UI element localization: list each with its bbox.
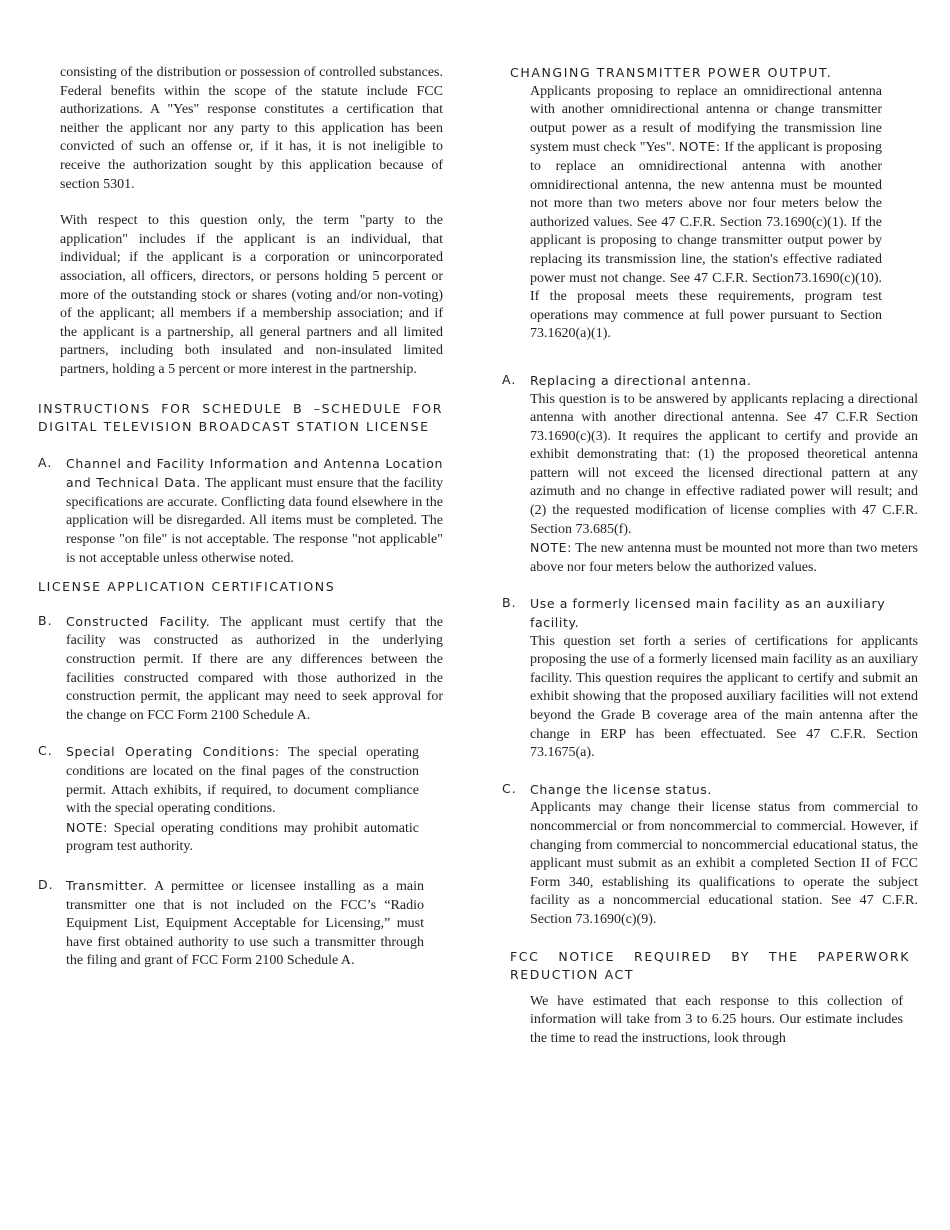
item-letter: B. bbox=[502, 595, 517, 611]
transmitter-power-paragraph bbox=[530, 83, 882, 344]
item-a-replacing-directional-antenna bbox=[502, 372, 918, 578]
item-label: Change the license status. bbox=[530, 781, 712, 797]
item-a-channel-facility bbox=[38, 455, 443, 569]
item-label: Use a formerly licensed main facility as an auxiliary facility. bbox=[530, 596, 886, 631]
power-text-2: If the applicant is proposing to replace an omnidirectional antenna with another omnidirectional antenna, the new antenna must be mounted not more than two meters above nor four meters below the authorized values. See 47 C.F.R. Section 73.1690(c)(1). If the applicant is proposing to change transmitter output power by replacing its transmission line, the station's effective radiated power must not change. See 47 C.F.R. Section73.1690(c)(10). If the proposal meets these requirements, program test operations may commence at full power pursuant to Section 73.1620(a)(1). bbox=[530, 140, 883, 342]
right-column bbox=[502, 64, 918, 1049]
paperwork-paragraph: We have estimated that each response to this collection of information will take from 3 to 6.25 hours. Our estimate includes the time to read the instructions, look through bbox=[530, 993, 903, 1046]
item-letter: D. bbox=[38, 876, 54, 892]
schedule-b-instructions-heading: INSTRUCTIONS FOR SCHEDULE B –SCHEDULE FOR DIGITAL TELEVISION BROADCAST STATION LICENSE bbox=[38, 400, 443, 435]
item-text: This question is to be answered by applicants replacing a directional antenna with another directional antenna. See 47 C.F.R Section 73.1690(c)(3). It requires the applicant to certify and provide an exhibit demonstrating that: (1) the proposed theoretical antenna pattern will not exceed the licensed directional pattern at any azimuth and no change in effective radiated power will result; and (2) the requested modification of license complies with 47 C.F.R. Section 73.685(f). bbox=[530, 391, 918, 537]
certifications-heading: LICENSE APPLICATION CERTIFICATIONS bbox=[38, 579, 336, 595]
item-text: The applicant must ensure that the facility specifications are accurate. Conflicting data found elsewhere in the application will be disregarded. All items must be completed. The response "on file" is not acceptable. The response "not applicable" is not acceptable unless otherwise noted. bbox=[66, 476, 443, 566]
item-c-license-status bbox=[502, 781, 918, 930]
item-b-auxiliary-facility bbox=[502, 595, 918, 762]
item-c-special-operating-conditions bbox=[38, 743, 419, 857]
item-text: Applicants may change their license status from commercial to noncommercial or from noncommercial to commercial. However, if changing from commercial to noncommercial educational status, the applicant must submit as an exhibit a completed Section II of FCC Form 340, establishing its qualifications to operate the subject facility as a noncommercial educational station. See 47 C.F.R. Section 73.1690(c)(9). bbox=[530, 800, 918, 927]
party-definition-paragraph: With respect to this question only, the term "party to the application" includes if the applicant is an individual, that individual; if the applicant is a corporation or unincorporated association, all officers, directors, or persons holding 5 percent or more of the outstanding stock or shares (voting and/or non-voting) of the applicant; all members if a membership association; and if the applicant is a partnership, all general partners and all limited partners, including both insulated and non-insulated limited partners, holding a 5 percent or more interest in the partnership. bbox=[60, 213, 443, 377]
note-text: Special operating conditions may prohibit automatic program test authority. bbox=[66, 820, 420, 855]
item-text: The special operating conditions are located on the final pages of the construction permit. Attach exhibits, if required, to document compliance with the special operating conditions. bbox=[66, 745, 419, 817]
item-label: Channel and Facility Information and Antenna Location and Technical Data. bbox=[66, 455, 443, 491]
item-letter: C. bbox=[502, 780, 517, 796]
note-label: NOTE: bbox=[530, 540, 572, 556]
item-label: Special Operating Conditions: bbox=[66, 744, 280, 760]
item-label: Replacing a directional antenna. bbox=[530, 372, 752, 388]
item-b-constructed-facility bbox=[38, 613, 443, 726]
item-letter: A. bbox=[502, 371, 517, 387]
item-text: A permittee or licensee installing as a main transmitter one that is not included on the FCC’s “Radio Equipment List, Equipment Acceptable for Licensing,” must have first obtained authority to use such a transmitter through the filing and grant of FCC Form 2100 Schedule A. bbox=[66, 878, 424, 969]
item-letter: B. bbox=[38, 612, 53, 628]
item-d-transmitter bbox=[38, 877, 424, 971]
intro-paragraph: consisting of the distribution or possession of controlled substances. Federal benefits within the scope of the statute include FCC authorizations. A "Yes" response constitutes a certification that neither the applicant nor any party to this application has been convicted of such an offense or, if it has, it is not ineligible to receive the authorization sought by this application because of section 5301. bbox=[60, 65, 443, 192]
left-column bbox=[38, 64, 443, 971]
item-label: Constructed Facility. bbox=[66, 613, 211, 629]
paperwork-act-heading: FCC NOTICE REQUIRED BY THE PAPERWORK REDUCTION ACT bbox=[510, 948, 910, 983]
note-label: NOTE: bbox=[66, 819, 108, 835]
item-label: Transmitter. bbox=[66, 877, 148, 893]
item-letter: C. bbox=[38, 743, 53, 759]
item-letter: A. bbox=[38, 454, 53, 470]
item-text: This question set forth a series of certifications for applicants proposing the use of a formerly licensed main facility as an auxiliary facility. This question requires the applicant to certify and submit an exhibit showing that the proposed auxiliary facilities will not extend beyond the Grade B coverage area of the main antenna after the change in ERP has been effectuated. See 47 C.F.R. Section 73.1675(a). bbox=[530, 633, 918, 761]
transmitter-power-heading: CHANGING TRANSMITTER POWER OUTPUT. bbox=[510, 65, 833, 80]
power-text-1: Applicants proposing to replace an omnidirectional antenna with another omnidirectional antenna or change transmitter output power as a result of modifying the transmission line system must check "Yes". bbox=[530, 83, 882, 156]
item-text: The applicant must certify that the facility was constructed as authorized in the underlying construction permit. If there are any differences between the facilities constructed compared with those authorized in the construction permit, the applicant may need to seek approval for the change on FCC Form 2100 Schedule A. bbox=[66, 614, 443, 723]
note-text: The new antenna must be mounted not more than two meters above nor four meters below the authorized values. bbox=[530, 541, 918, 575]
power-note-label: NOTE: bbox=[678, 139, 721, 155]
